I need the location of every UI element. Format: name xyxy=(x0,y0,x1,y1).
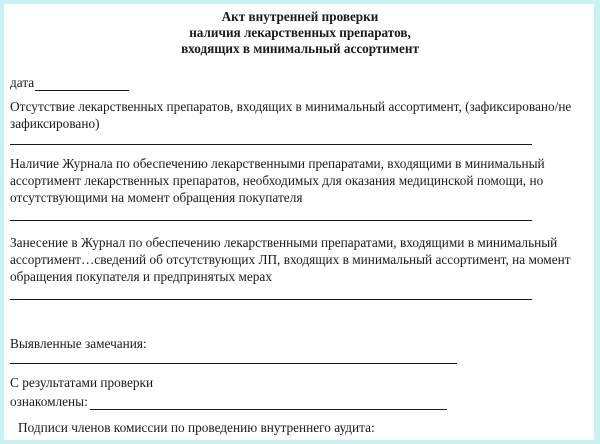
date-field-line[interactable] xyxy=(35,90,129,91)
journal-presence-line-1: Наличие Журнала по обеспечению лекарственными препаратами, входящими в минимальный xyxy=(10,156,545,171)
date-label: дата xyxy=(10,75,35,90)
absence-text-line-2: зафиксировано) xyxy=(10,116,100,131)
document-title-line-3: входящих в минимальный ассортимент xyxy=(181,41,419,56)
remarks-answer-line[interactable] xyxy=(10,363,457,364)
journal-presence-line-3: отсутствующими на момент обращения покупателя xyxy=(10,190,303,205)
acquainted-signature-line[interactable] xyxy=(90,409,447,410)
absence-text-line-1: Отсутствие лекарственных препаратов, входящих в минимальный ассортимент, (зафиксировано/не xyxy=(10,99,572,114)
journal-presence-answer-line[interactable] xyxy=(10,220,532,221)
signatures-label: Подписи членов комиссии по проведению внутреннего аудита: xyxy=(18,420,375,435)
remarks-label: Выявленные замечания: xyxy=(10,336,147,351)
acquainted-label-line-1: С результатами проверки xyxy=(10,375,154,390)
journal-entry-line-3: обращения покупателя и предпринятых мерах xyxy=(10,269,272,284)
absence-answer-line[interactable] xyxy=(10,144,532,145)
journal-entry-answer-line[interactable] xyxy=(10,299,532,300)
journal-entry-line-1: Занесение в Журнал по обеспечению лекарственными препаратами, входящими в минимальный xyxy=(10,235,558,250)
journal-presence-line-2: ассортимент лекарственных препаратов, необходимых для оказания медицинской помощи, но xyxy=(10,173,544,188)
document-title-line-2: наличия лекарственных препаратов, xyxy=(189,25,411,40)
journal-entry-line-2: ассортимент…сведений об отсутствующих ЛП, входящих в минимальный ассортимент, на момент xyxy=(10,252,571,267)
document-title-line-1: Акт внутренней проверки xyxy=(221,9,379,24)
acquainted-label-line-2: ознакомлены: xyxy=(10,394,88,409)
